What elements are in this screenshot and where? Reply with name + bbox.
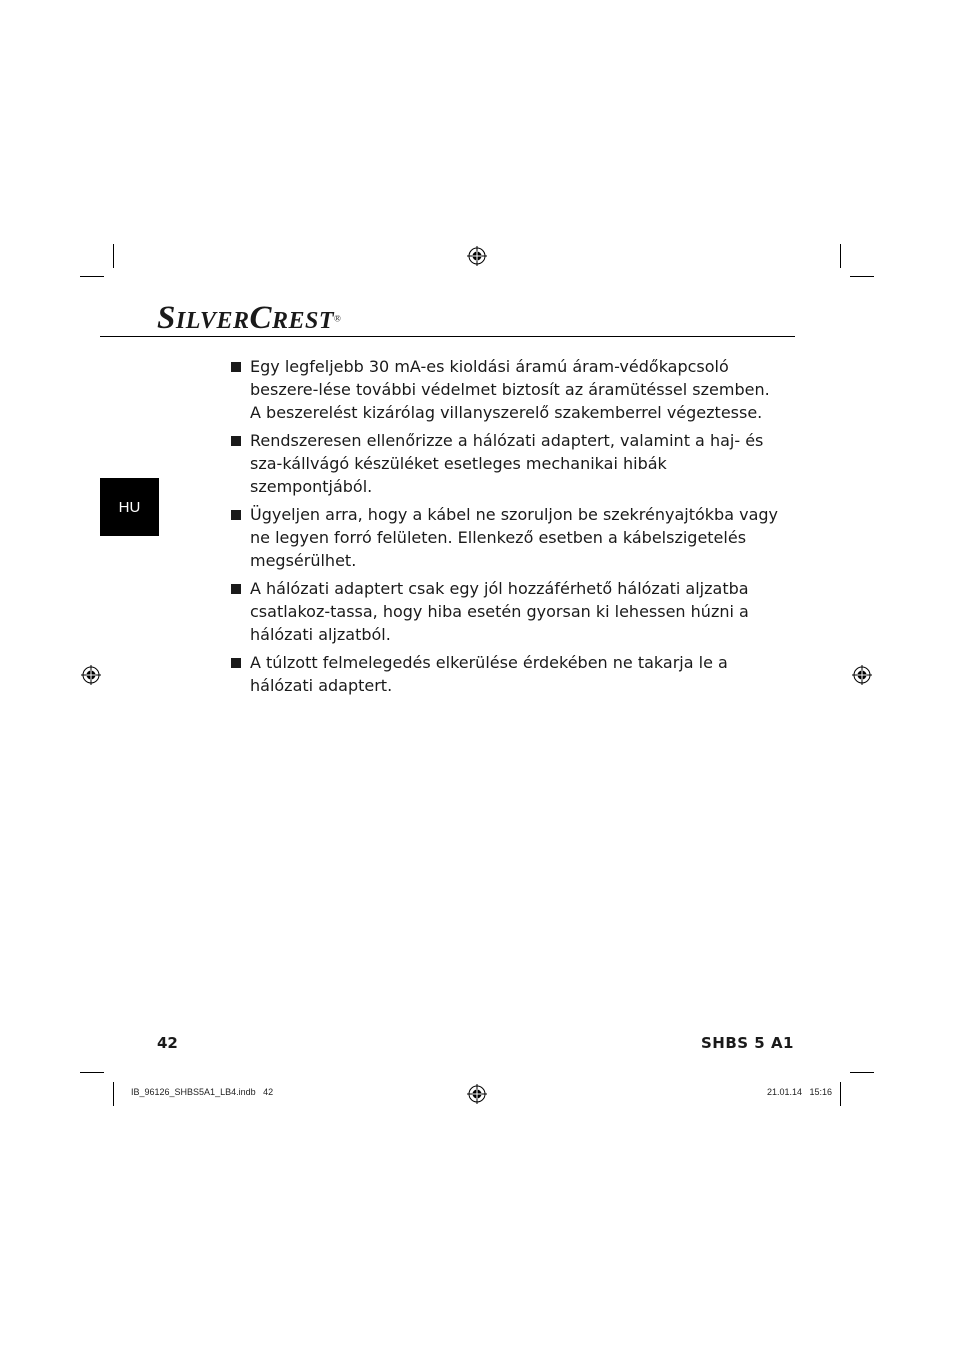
header-divider — [100, 336, 795, 337]
square-bullet-icon — [231, 362, 241, 372]
logo-initial: S — [157, 300, 176, 336]
list-item — [231, 355, 781, 424]
registration-mark-icon — [852, 665, 872, 685]
registration-mark-icon — [467, 1084, 487, 1104]
list-item-text: A hálózati adaptert csak egy jól hozzáférhető hálózati aljzatba csatlakoz-tassa, hogy hiba esetén gyorsan ki lehessen húzni a hálózati aljzatból. — [250, 579, 749, 644]
list-item-text: A túlzott felmelegedés elkerülése érdekében ne takarja le a hálózati adaptert. — [250, 653, 728, 695]
list-item — [231, 429, 781, 498]
registration-mark-icon — [81, 665, 101, 685]
crop-mark — [80, 1072, 104, 1073]
print-slug-file: IB_96126_SHBS5A1_LB4.indb 42 — [131, 1087, 274, 1097]
crop-mark — [840, 1082, 841, 1106]
logo-initial: C — [249, 300, 273, 336]
crop-mark — [80, 276, 104, 277]
square-bullet-icon — [231, 436, 241, 446]
list-item-text: Egy legfeljebb 30 mA-es kioldási áramú áram-védőkapcsoló beszere-lése további védelmet biztosít az áramütéssel szemben. A beszerelést kizárólag villanyszerelő szakemberrel végeztesse. — [250, 357, 770, 422]
language-tab — [100, 478, 159, 536]
list-item — [231, 503, 781, 572]
print-slug-datetime: 21.01.14 15:16 — [766, 1087, 832, 1097]
language-tab-label: HU — [118, 498, 141, 516]
square-bullet-icon — [231, 584, 241, 594]
brand-logo — [157, 300, 341, 337]
crop-mark — [113, 244, 114, 268]
registration-mark-icon — [467, 246, 487, 266]
square-bullet-icon — [231, 658, 241, 668]
logo-text: REST — [272, 308, 335, 334]
crop-mark — [113, 1082, 114, 1106]
list-item — [231, 577, 781, 646]
safety-instructions-list — [231, 355, 781, 702]
crop-mark — [840, 244, 841, 268]
model-number: SHBS 5 A1 — [700, 1034, 794, 1052]
crop-mark — [850, 276, 874, 277]
list-item-text: Ügyeljen arra, hogy a kábel ne szoruljon be szekrényajtókba vagy ne legyen forró felületen. Ellenkező esetben a kábelszigetelés megsérülhet. — [250, 505, 778, 570]
list-item-text: Rendszeresen ellenőrizze a hálózati adaptert, valamint a haj- és sza-kállvágó készüléket esetleges mechanikai hibák szempontjából. — [250, 431, 764, 496]
page-number: 42 — [157, 1034, 178, 1052]
logo-text: ILVER — [175, 308, 250, 334]
registered-mark: ® — [334, 313, 342, 324]
list-item — [231, 651, 781, 697]
square-bullet-icon — [231, 510, 241, 520]
crop-mark — [850, 1072, 874, 1073]
